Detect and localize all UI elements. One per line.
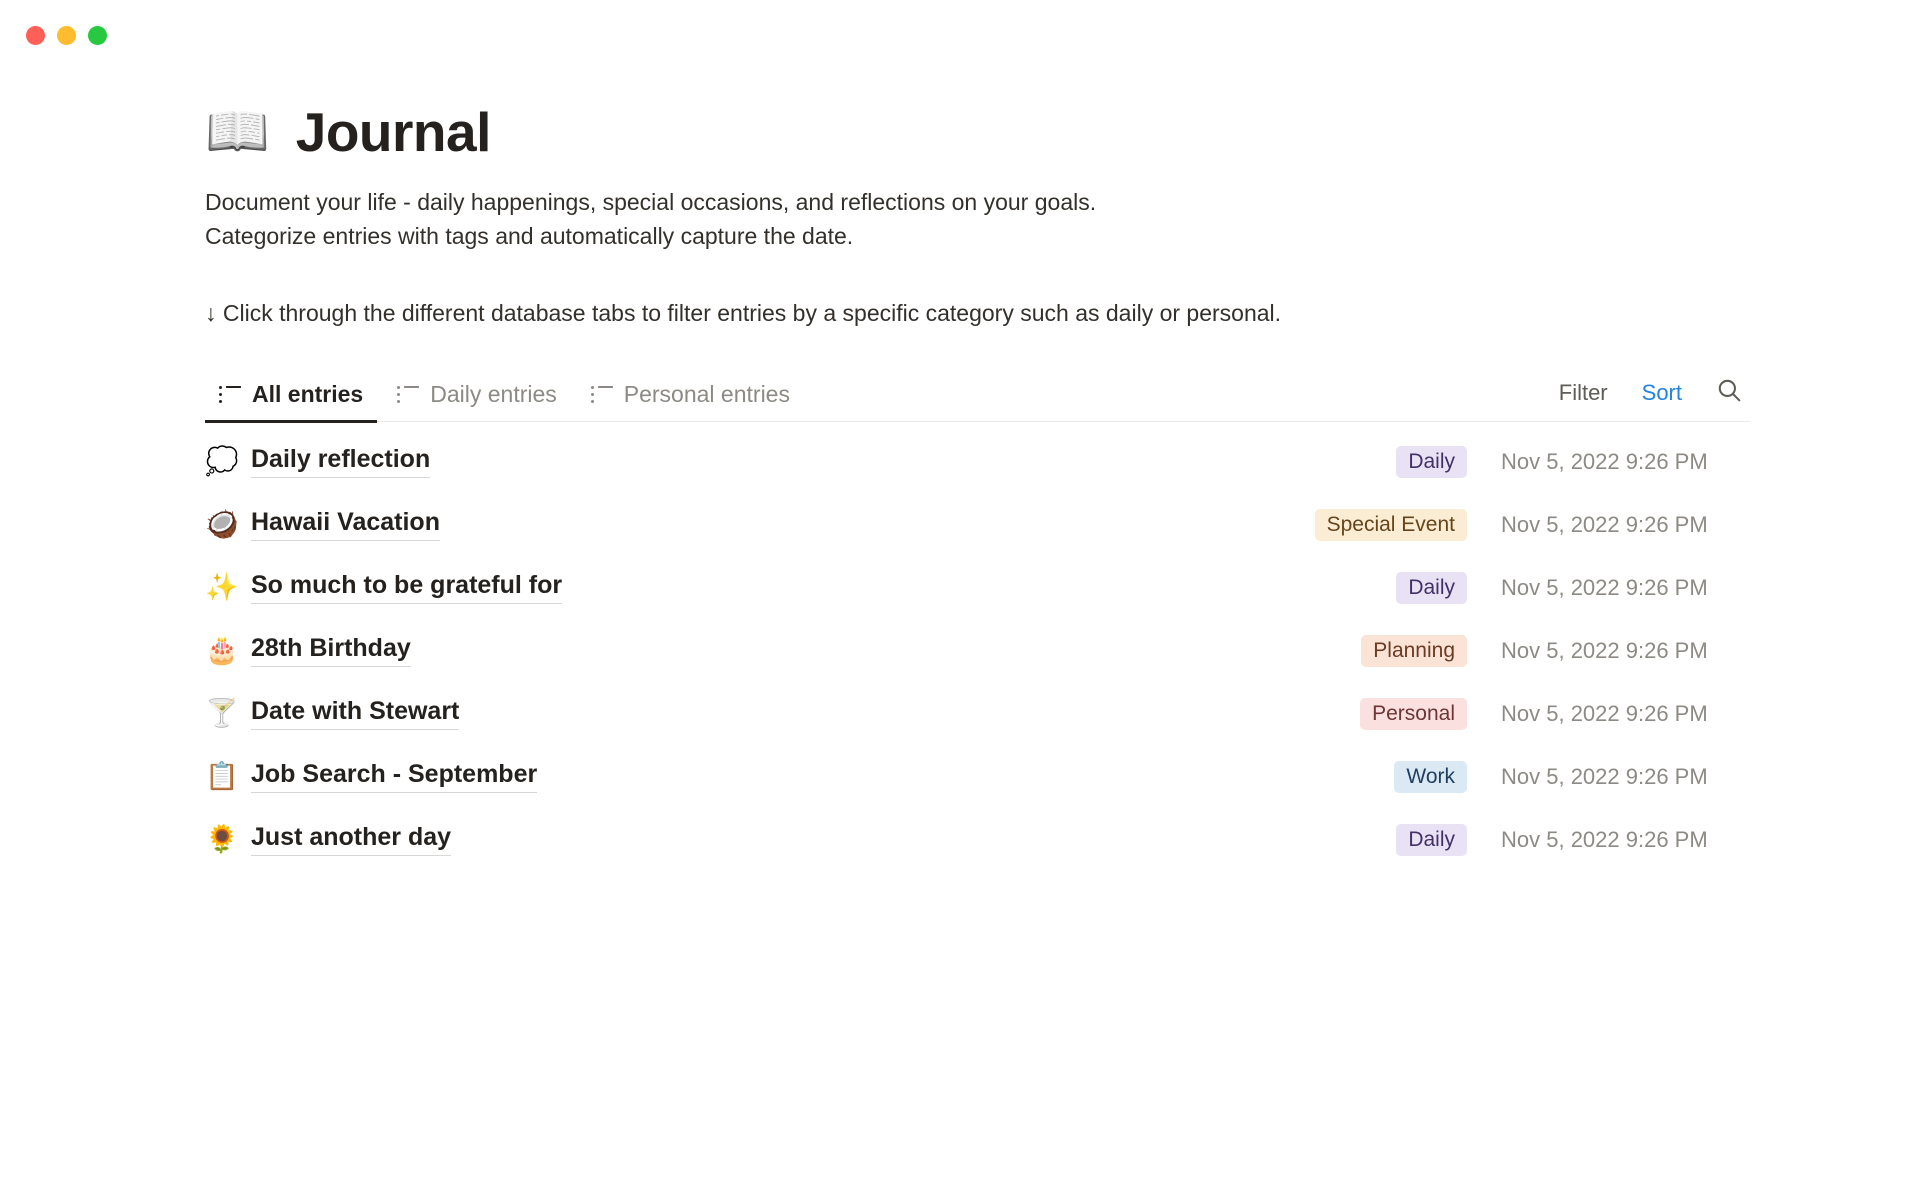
entry-title[interactable]: Daily reflection xyxy=(251,445,430,478)
table-row[interactable] xyxy=(205,745,1750,808)
open-book-icon: 📖 xyxy=(205,103,270,161)
table-row[interactable] xyxy=(205,493,1750,556)
entry-date: Nov 5, 2022 9:26 PM xyxy=(1501,448,1708,474)
page-body xyxy=(0,70,1920,871)
entry-date: Nov 5, 2022 9:26 PM xyxy=(1501,637,1708,663)
table-row[interactable] xyxy=(205,619,1750,682)
thought-balloon-icon: 💭 xyxy=(205,446,239,477)
status-badge[interactable]: Daily xyxy=(1396,824,1467,857)
cocktail-glass-icon: 🍸 xyxy=(205,698,239,729)
entry-title[interactable]: Date with Stewart xyxy=(251,697,459,730)
entry-date: Nov 5, 2022 9:26 PM xyxy=(1501,763,1708,789)
database-tabs xyxy=(205,375,804,421)
entry-title[interactable]: Hawaii Vacation xyxy=(251,508,440,541)
search-icon[interactable] xyxy=(1716,377,1742,408)
page-title: Journal xyxy=(295,101,491,163)
entry-title[interactable]: So much to be grateful for xyxy=(251,571,562,604)
list-view-icon xyxy=(591,386,613,404)
tag-cell xyxy=(1227,824,1467,857)
tab-personal-entries-label: Personal entries xyxy=(623,381,790,408)
coconut-icon: 🥥 xyxy=(205,509,239,540)
table-row[interactable] xyxy=(205,430,1750,493)
status-badge[interactable]: Work xyxy=(1394,761,1467,794)
table-row[interactable] xyxy=(205,808,1750,871)
sunflower-icon: 🌻 xyxy=(205,824,239,855)
status-badge[interactable]: Personal xyxy=(1360,698,1467,731)
entry-date: Nov 5, 2022 9:26 PM xyxy=(1501,700,1708,726)
status-badge[interactable]: Daily xyxy=(1396,572,1467,605)
sparkles-icon: ✨ xyxy=(205,572,239,603)
tab-all-entries[interactable] xyxy=(205,375,377,421)
status-badge[interactable]: Daily xyxy=(1396,446,1467,479)
page-description-line-1: Document your life - daily happenings, special occasions, and reflections on your goals. xyxy=(205,189,1097,215)
clipboard-icon: 📋 xyxy=(205,761,239,792)
close-window-button[interactable] xyxy=(26,26,45,45)
database-toolbar xyxy=(205,375,1750,422)
entries-list xyxy=(205,430,1750,871)
tag-cell xyxy=(1227,761,1467,794)
sort-button[interactable]: Sort xyxy=(1641,379,1682,405)
filter-button[interactable]: Filter xyxy=(1558,379,1608,405)
tab-daily-entries[interactable] xyxy=(383,375,571,421)
minimize-window-button[interactable] xyxy=(57,26,76,45)
tab-daily-entries-label: Daily entries xyxy=(430,381,557,408)
database-controls xyxy=(1559,377,1742,421)
status-badge[interactable]: Planning xyxy=(1361,635,1467,668)
page-description xyxy=(205,186,1455,253)
tag-cell xyxy=(1227,509,1467,542)
entry-title[interactable]: 28th Birthday xyxy=(251,634,411,667)
birthday-cake-icon: 🎂 xyxy=(205,635,239,666)
tag-cell xyxy=(1227,446,1467,479)
page-header xyxy=(205,100,1750,164)
entry-date: Nov 5, 2022 9:26 PM xyxy=(1501,574,1708,600)
tab-personal-entries[interactable] xyxy=(577,375,804,421)
table-row[interactable] xyxy=(205,556,1750,619)
maximize-window-button[interactable] xyxy=(88,26,107,45)
page-hint: ↓ Click through the different database tabs to filter entries by a specific category such as daily or personal. xyxy=(205,300,1282,327)
entry-date: Nov 5, 2022 9:26 PM xyxy=(1501,511,1708,537)
list-view-icon xyxy=(219,386,241,404)
window-titlebar xyxy=(0,0,1920,70)
tag-cell xyxy=(1227,572,1467,605)
table-row[interactable] xyxy=(205,682,1750,745)
entry-date: Nov 5, 2022 9:26 PM xyxy=(1501,826,1708,852)
tab-all-entries-label: All entries xyxy=(252,381,364,408)
page-description-line-2: Categorize entries with tags and automatically capture the date. xyxy=(205,222,854,249)
status-badge[interactable]: Special Event xyxy=(1315,509,1467,542)
tag-cell xyxy=(1227,698,1467,731)
entry-title[interactable]: Just another day xyxy=(251,823,451,856)
entry-title[interactable]: Job Search - September xyxy=(251,760,537,793)
tag-cell xyxy=(1227,635,1467,668)
list-view-icon xyxy=(397,386,419,404)
